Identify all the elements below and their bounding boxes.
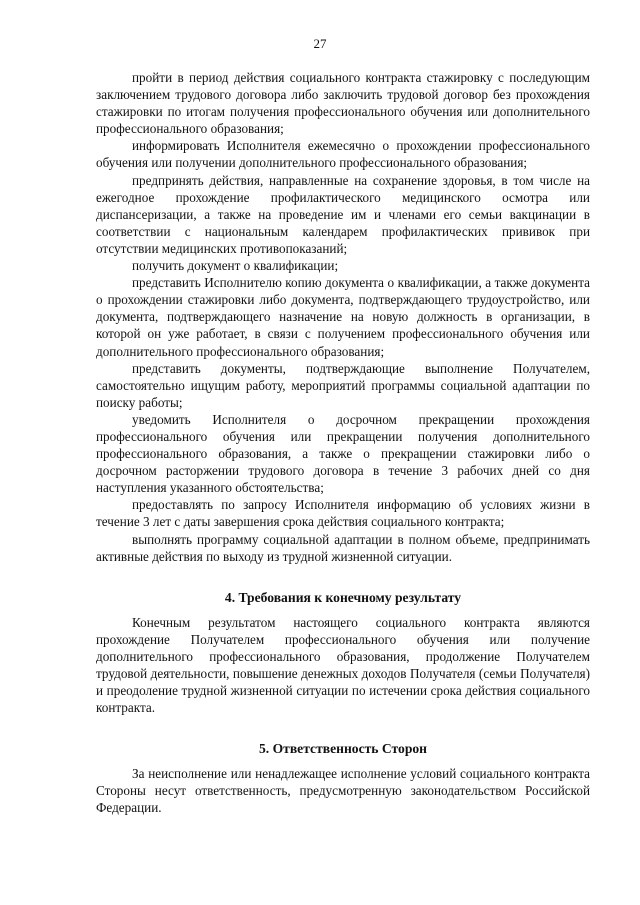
document-body — [96, 69, 590, 817]
page-number: 27 — [313, 36, 327, 51]
obligation-item-6: представить документы, подтверждающие выполнение Получателем, самостоятельно ищущим работу, мероприятий программы социальной адаптации по поиску работы; — [96, 360, 590, 410]
obligation-item-1: пройти в период действия социального контракта стажировку с последующим заключением трудового договора либо заключить трудовой договор без прохождения стажировки по итогам получения профессионального обучения или дополнительного профессионального образования; — [96, 70, 590, 137]
section-4-heading: 4. Требования к конечному результату — [224, 589, 462, 605]
obligation-item-8: предоставлять по запросу Исполнителя информацию об условиях жизни в течение 3 лет с даты завершения срока действия социального контракта; — [96, 497, 590, 530]
section-5-text: За неисполнение или ненадлежащее исполнение условий социального контракта Стороны несут ответственность, предусмотренную законодательством Российской Федерации. — [96, 766, 590, 816]
section-5-heading: 5. Ответственность Сторон — [258, 741, 428, 757]
section-4-text: Конечным результатом настоящего социального контракта являются прохождение Получателем профессионального обучения или получение дополнительного профессионального образования, продолжение Получателем трудовой деятельности, повышение денежных доходов Получателя (семьи Получателя) и преодоление трудной жизненной ситуации по истечении срока действия социального контракта. — [96, 614, 590, 716]
obligation-item-4: получить документ о квалификации; — [132, 258, 339, 274]
obligation-item-3: предпринять действия, направленные на сохранение здоровья, в том числе на ежегодное прохождение профилактического медицинского осмотра или диспансеризации, а также на проведение им и членами его семьи вакцинации в соответствии с национальным календарем профилактических прививок при отсутствии медицинских противопоказаний; — [96, 172, 590, 256]
obligation-item-7: уведомить Исполнителя о досрочном прекращении прохождения профессионального обучения или прекращении получения дополнительного профессионального образования, а также о прекращении стажировки либо о досрочном расторжении трудового договора в течение 3 рабочих дней со дня наступления указанного обстоятельства; — [96, 411, 590, 496]
obligation-item-9: выполнять программу социальной адаптации в полном объеме, предпринимать активные действия по выходу из трудной жизненной ситуации. — [96, 531, 590, 564]
obligation-item-5: представить Исполнителю копию документа о квалификации, а также документа о прохождении стажировки либо документа, подтверждающего трудоустройство, или документа, подтверждающего назначение на новую должность в организации, в которой он уже работает, в связи с получением профессионального обучения или дополнительного профессионального образования; — [96, 275, 590, 359]
obligation-item-2: информировать Исполнителя ежемесячно о прохождении профессионального обучения или получении дополнительного профессионального образования; — [96, 138, 590, 171]
